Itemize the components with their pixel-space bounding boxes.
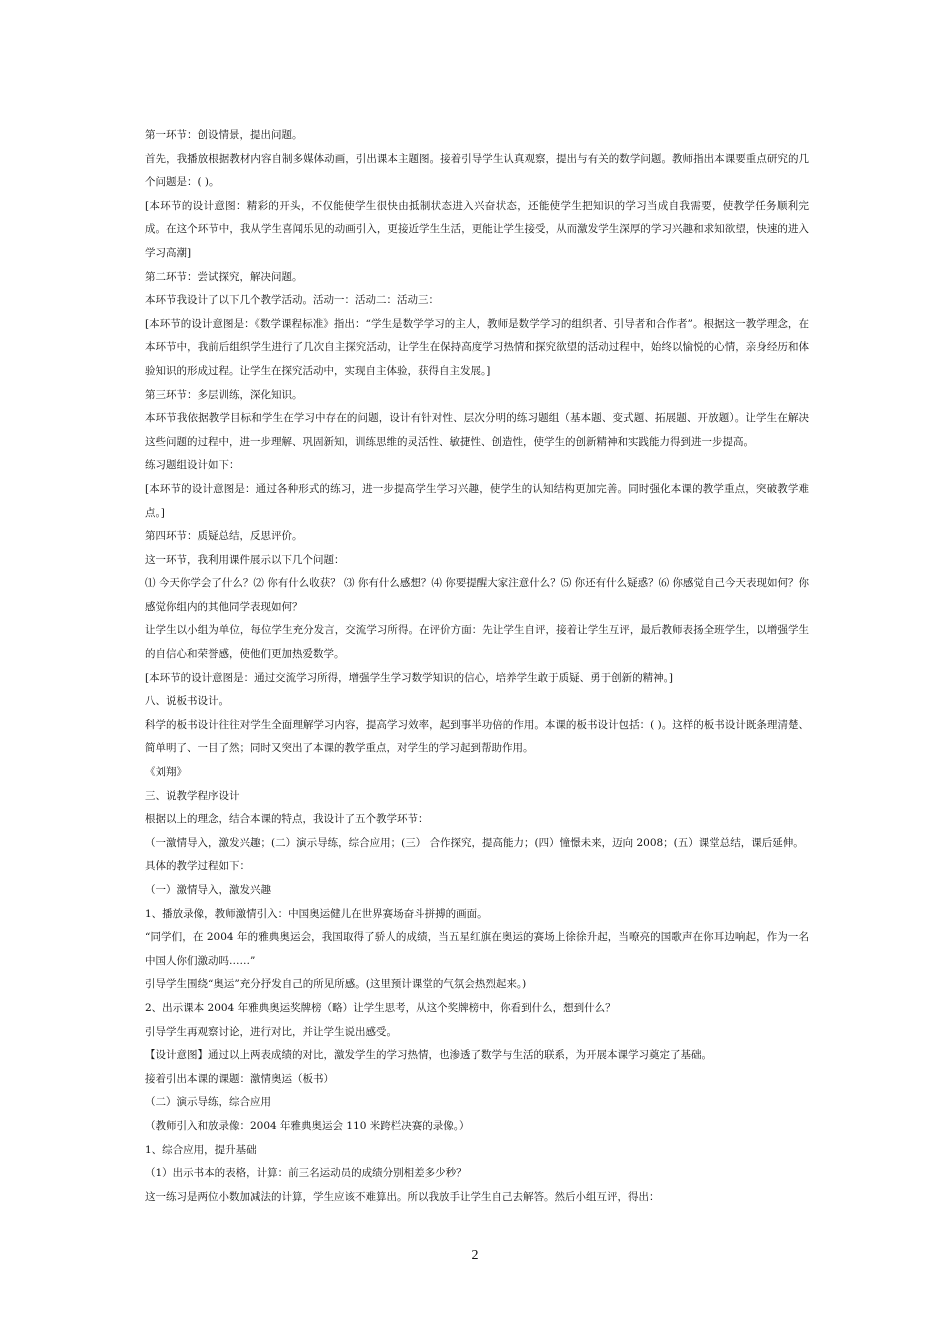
- design-intent-note: 【设计意图】通过以上两表成绩的对比，激发学生的学习热情，也渗透了数学与生活的联系，为开展本课学习奠定了基础。: [145, 1049, 712, 1062]
- section-heading-board-design: 八、说板书设计。: [145, 695, 229, 708]
- paragraph: （1）出示书本的表格，计算：前三名运动员的成绩分别相差多少秒？: [145, 1167, 467, 1180]
- paragraph: 练习题组设计如下：: [145, 459, 240, 472]
- paragraph: 引导学生围绕“奥运”充分抒发自己的所见所感。(这里预计课堂的气氛会热烈起来。): [145, 978, 527, 991]
- heading-step-1: 第一环节：创设情景，提出问题。: [145, 129, 303, 141]
- paragraph: 这一练习是两位小数加减法的计算，学生应该不难算出。所以我放手让学生自己去解答。然后小组互评，得出：: [145, 1190, 660, 1203]
- paragraph: （教师引入和放录像：2004 年雅典奥运会 110 米跨栏决赛的录像。）: [145, 1119, 470, 1132]
- paragraph: 这一环节，我利用课件展示以下几个问题：: [145, 553, 345, 566]
- paragraph: 本环节我设计了以下几个教学活动。活动一：活动二：活动三：: [145, 294, 439, 307]
- design-intent-note: [本环节的设计意图是：《数学课程标准》指出：“学生是数学学习的主人，教师是数学学习的组织者、引导者和合作者”。根据这一教学理念，在本环节中，我前后组织学生进行了几次自主探究活动，让学生在保持高度学习热情和探究欲望的活动过程中，始终以愉悦的心情，亲身经历和体验知识的形成过程。让学生在探究活动中，实现自主体验，获得自主发展。]: [145, 317, 809, 377]
- paragraph: 科学的板书设计往往对学生全面理解学习内容，提高学习效率，起到事半功倍的作用。本课的板书设计包括：( )。这样的板书设计既条理清楚、简单明了、一目了然；同时又突出了本课的教学重点，对学生的学习起到帮助作用。: [145, 718, 809, 755]
- paragraph: 首先，我播放根据教材内容自制多媒体动画，引出课本主题图。接着引导学生认真观察，提出与有关的数学问题。教师指出本课要重点研究的几个问题是：( )。: [145, 152, 809, 189]
- heading-step-2: 第二环节：尝试探究，解决问题。: [145, 270, 303, 283]
- heading-step-3: 第三环节：多层训练，深化知识。: [145, 388, 303, 401]
- paragraph: 本环节我依据教学目标和学生在学习中存在的问题，设计有针对性、层次分明的练习题组（基本题、变式题、拓展题、开放题）。让学生在解决这些问题的过程中，进一步理解、巩固新知，训练思维的灵活性、敏捷性、创造性，使学生的创新精神和实践能力得到进一步提高。: [145, 412, 809, 448]
- section-heading-procedure: 三、说教学程序设计: [145, 789, 240, 802]
- question-list: ⑴ 今天你学会了什么？⑵ 你有什么收获？ ⑶ 你有什么感想？⑷ 你要提醒大家注意什么？⑸ 你还有什么疑惑？⑹ 你感觉自己今天表现如何？你感觉你组内的其他同学表现如何？: [145, 577, 809, 613]
- subheading: （一）激情导入，激发兴趣: [145, 884, 271, 896]
- paragraph: 1、播放录像，教师激情引入：中国奥运健儿在世界赛场奋斗拼搏的画面。: [145, 907, 488, 920]
- design-intent-note: [本环节的设计意图：精彩的开头，不仅能使学生很快由抵制状态进入兴奋状态，还能使学生把知识的学习当成自我需要，使教学任务顺利完成。在这个环节中，我从学生喜闻乐见的动画引入，更接近学生生活，更能让学生接受，从而激发学生深厚的学习兴趣和求知欲望，快速的进入学习高潮]: [145, 199, 809, 259]
- lesson-title: 《刘翔》: [145, 766, 187, 779]
- page-body: [145, 124, 809, 1209]
- paragraph: 根据以上的理念，结合本课的特点，我设计了五个教学环节：: [145, 813, 429, 826]
- heading-step-4: 第四环节：质疑总结，反思评价。: [145, 530, 303, 543]
- paragraph: 引导学生再观察讨论，进行对比，并让学生说出感受。: [145, 1025, 397, 1038]
- design-intent-note: [本环节的设计意图是：通过交流学习所得，增强学生学习数学知识的信心，培养学生敢于质疑、勇于创新的精神。]: [145, 671, 673, 684]
- paragraph: （一激情导入，激发兴趣；(二）演示导练，综合应用；(三） 合作探究，提高能力；(四）憧憬未来，迈向 2008；(五）课堂总结，课后延伸。: [145, 836, 804, 849]
- quote-paragraph: “同学们，在 2004 年的雅典奥运会，我国取得了骄人的成绩，当五星红旗在奥运的赛场上徐徐升起，当嘹亮的国歌声在你耳边响起，作为一名中国人你们激动吗……”: [145, 931, 809, 967]
- page-number: 2: [471, 1248, 479, 1263]
- subheading: （二）演示导练，综合应用: [145, 1096, 271, 1109]
- design-intent-note: [本环节的设计意图是：通过各种形式的练习，进一步提高学生学习兴趣，使学生的认知结构更加完善。同时强化本课的教学重点，突破教学难点。]: [145, 482, 809, 519]
- paragraph: 2、出示课本 2004 年雅典奥运奖牌榜（略）让学生思考，从这个奖牌榜中，你看到什么，想到什么？: [145, 1001, 616, 1014]
- paragraph: 1、综合应用，提升基础: [145, 1143, 257, 1156]
- paragraph: 接着引出本课的课题：激情奥运（板书）: [145, 1072, 334, 1085]
- paragraph: 具体的教学过程如下：: [145, 860, 250, 873]
- paragraph: 让学生以小组为单位，每位学生充分发言，交流学习所得。在评价方面：先让学生自评，接着让学生互评，最后教师表扬全班学生，以增强学生的自信心和荣誉感，使他们更加热爱数学。: [145, 624, 809, 661]
